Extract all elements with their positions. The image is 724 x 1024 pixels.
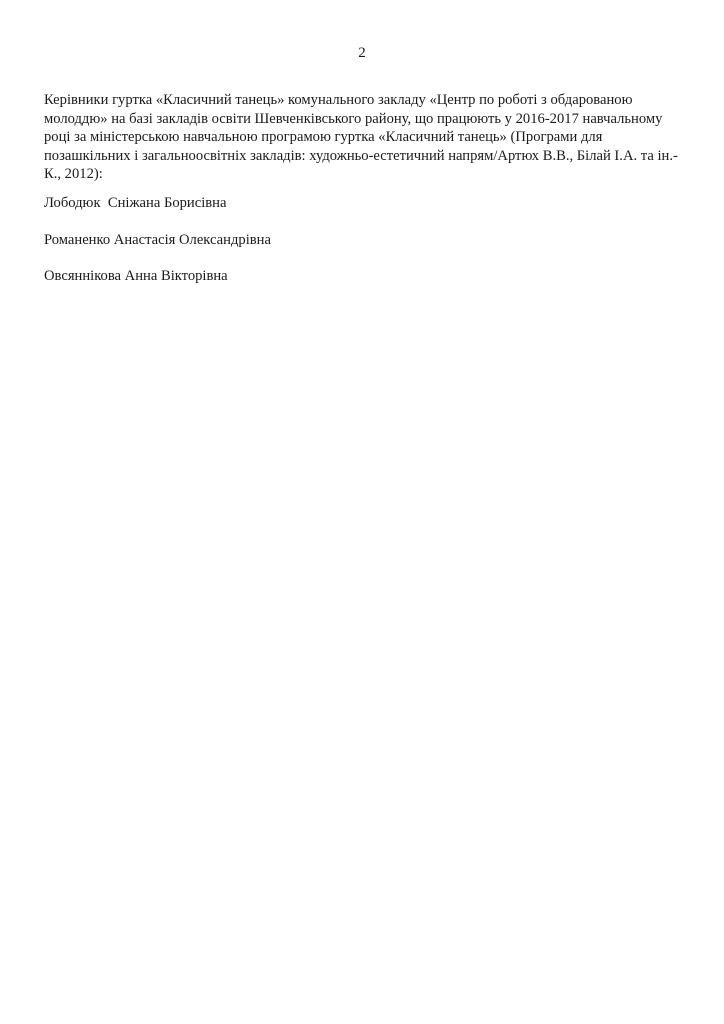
page-number: 2 [358,45,366,61]
person-name-2: Романенко Анастасія Олександрівна [44,232,271,248]
intro-line: Керівники гуртка «Класичний танець» комунального закладу «Центр по роботі з обдарованою [44,92,633,108]
person-name-1: Лободюк Сніжана Борисівна [44,195,227,211]
intro-line: році за міністерською навчальною програмою гуртка «Класичний танець» (Програми для [44,129,603,146]
person-name-3: Овсяннікова Анна Вікторівна [44,268,228,284]
intro-line: позашкільних і загальноосвітніх закладів: художньо-естетичний напрям/Артюх В.В., Білай І.А. та ін.- [44,147,678,164]
intro-paragraph [44,91,684,184]
intro-line: молоддю» на базі закладів освіти Шевченківського району, що працюють у 2016-2017 навчальному [44,110,663,127]
intro-line: К., 2012): [44,166,103,183]
